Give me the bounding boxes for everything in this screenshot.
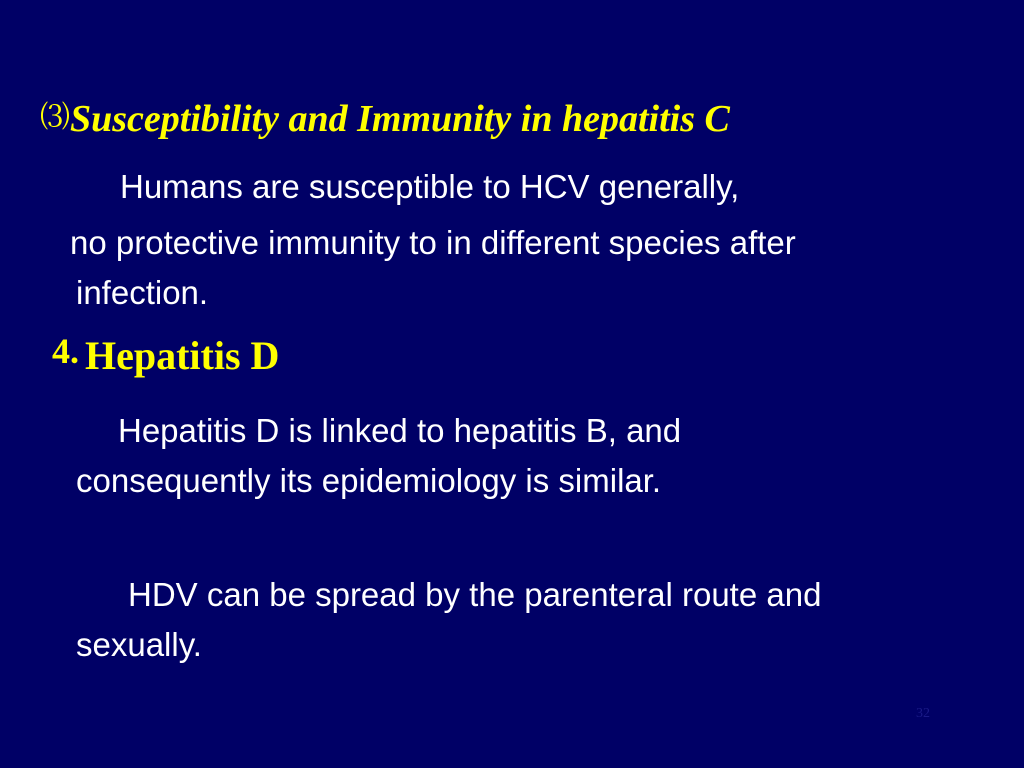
section-3-number: ⑶ xyxy=(40,100,70,135)
hdv-spread-line: HDV can be spread by the parenteral route and xyxy=(128,576,822,613)
hdv-spread-line-cont: sexually. xyxy=(76,626,202,663)
hcv-immunity-line-cont: infection. xyxy=(76,274,209,311)
section-4-number: 4. xyxy=(52,331,79,371)
hdv-link-line-cont: consequently its epidemiology is similar. xyxy=(76,462,662,499)
hcv-immunity-line: no protective immunity to in different species after xyxy=(70,224,796,261)
section-3-heading xyxy=(40,92,730,141)
section-4-title: Hepatitis D xyxy=(85,333,280,378)
hcv-susceptibility-line: Humans are susceptible to HCV generally, xyxy=(120,168,740,205)
page-number: 32 xyxy=(916,706,930,721)
hdv-link-line: Hepatitis D is linked to hepatitis B, and xyxy=(118,412,682,449)
section-4-heading xyxy=(52,330,279,379)
section-3-title: Susceptibility and Immunity in hepatitis C xyxy=(70,98,730,140)
